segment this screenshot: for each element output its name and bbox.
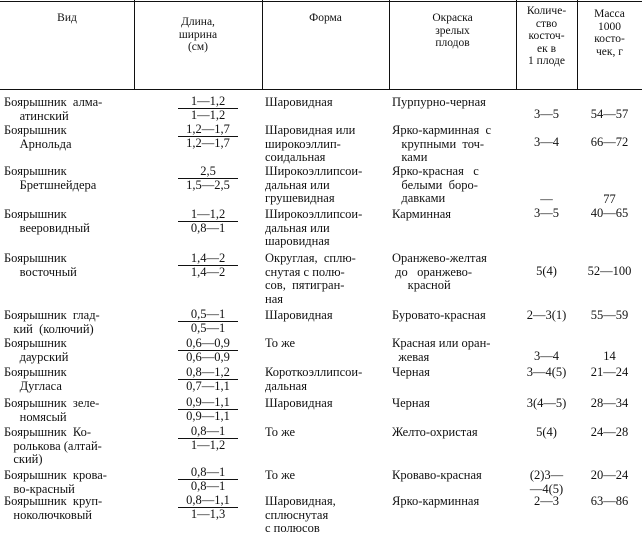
header-seed-count: Количе- ство косточ- ек в 1 плоде bbox=[526, 5, 567, 67]
seed-count: 3—4 bbox=[534, 135, 559, 149]
width: 1—1,3 bbox=[190, 507, 226, 521]
seed-mass: 55—59 bbox=[590, 308, 629, 322]
seed-mass: 21—24 bbox=[590, 365, 629, 379]
fruit-shape: Короткоэллипсои- дальная bbox=[265, 365, 363, 393]
length: 0,6—0,9 bbox=[178, 337, 238, 351]
size-fraction bbox=[160, 252, 256, 279]
size-fraction bbox=[160, 308, 256, 335]
header-shape: Форма bbox=[309, 12, 342, 24]
fruit-shape: То же bbox=[265, 425, 296, 439]
seed-count: 3—5 bbox=[534, 107, 559, 121]
species-name: Боярышник восточный bbox=[4, 251, 77, 279]
length: 1,4—2 bbox=[178, 252, 238, 266]
seed-mass: 63—86 bbox=[590, 494, 629, 508]
size-fraction bbox=[160, 366, 256, 393]
size-fraction bbox=[160, 466, 256, 493]
table-top-rule bbox=[0, 1, 642, 2]
width: 0,7—1,1 bbox=[186, 379, 230, 393]
seed-count: 2—3 bbox=[534, 494, 559, 508]
length: 2,5 bbox=[178, 165, 238, 179]
width: 0,8—1 bbox=[190, 479, 226, 493]
seed-count: — bbox=[540, 192, 553, 206]
header-seed-mass: Масса 1000 косто- чек, г bbox=[594, 8, 625, 58]
fruit-color: Желто-охристая bbox=[392, 425, 478, 439]
species-name: Боярышник Дугласа bbox=[4, 365, 67, 393]
seed-count: 5(4) bbox=[536, 425, 557, 439]
fruit-shape: Шаровидная или широкоэллип- соидальная bbox=[265, 123, 356, 164]
species-name: Боярышник зеле- номясый bbox=[4, 396, 100, 424]
fruit-color: Черная bbox=[392, 396, 430, 410]
header-species: Вид bbox=[57, 12, 77, 24]
header-size: Длина, ширина (см) bbox=[178, 16, 218, 53]
width: 1,5—2,5 bbox=[186, 178, 230, 192]
species-name: Боярышник даурский bbox=[4, 336, 69, 364]
fruit-shape: Шаровидная bbox=[265, 95, 333, 109]
length: 0,8—1,1 bbox=[178, 494, 238, 508]
fruit-color: Кроваво-красная bbox=[392, 468, 482, 482]
length: 1—1,2 bbox=[178, 208, 238, 222]
species-name: Боярышник Ко- ролькова (алтай- ский) bbox=[4, 425, 102, 466]
length: 0,9—1,1 bbox=[178, 396, 238, 410]
fruit-color: Ярко-карминная bbox=[392, 494, 480, 508]
seed-mass: 77 40—65 bbox=[590, 192, 629, 220]
fruit-color: Пурпурно-черная bbox=[392, 95, 486, 109]
length: 1,2—1,7 bbox=[178, 123, 238, 137]
species-name: Боярышник крова- во-красный bbox=[4, 468, 107, 496]
width: 1,4—2 bbox=[190, 265, 226, 279]
header-fruit-color: Окраска зрелых плодов bbox=[432, 12, 473, 49]
seed-mass: 24—28 bbox=[590, 425, 629, 439]
seed-mass: 20—24 bbox=[590, 468, 629, 482]
size-fraction bbox=[160, 208, 256, 235]
species-name: Боярышник Бретшнейдера bbox=[4, 164, 97, 192]
fruit-color: Ярко-карминная с крупными точ- ками bbox=[392, 123, 492, 164]
size-fraction bbox=[160, 123, 256, 150]
seed-mass: 28—34 bbox=[590, 396, 629, 410]
fruit-shape: Шаровидная, сплюснутая с полюсов bbox=[265, 494, 336, 535]
seed-count: 3—5 bbox=[534, 206, 559, 220]
fruit-shape: Широкоэллипсои- дальная или грушевидная bbox=[265, 164, 363, 205]
fruit-color: Красная или оран- жевая bbox=[392, 336, 491, 364]
width: 1,2—1,7 bbox=[186, 136, 230, 150]
fruit-shape: Широкоэллипсои- дальная или шаровидная bbox=[265, 207, 363, 248]
width: 1—1,2 bbox=[190, 438, 226, 452]
seed-count: 5(4) bbox=[536, 264, 557, 278]
seed-mass: 66—72 bbox=[590, 135, 629, 149]
fruit-color: Карминная bbox=[392, 207, 452, 221]
width: 0,6—0,9 bbox=[186, 350, 230, 364]
fruit-color: Оранжево-желтая до оранжево- красной bbox=[392, 251, 487, 292]
seed-count: 3—4 bbox=[534, 349, 559, 363]
length: 0,8—1 bbox=[178, 425, 238, 439]
fruit-color: Черная bbox=[392, 365, 430, 379]
fruit-shape: Шаровидная bbox=[265, 308, 333, 322]
fruit-shape: То же bbox=[265, 336, 296, 350]
width: 0,8—1 bbox=[190, 221, 226, 235]
size-fraction bbox=[160, 425, 256, 452]
fruit-color: Ярко-красная с белыми боро- давками bbox=[392, 164, 479, 205]
species-name: Боярышник алма- атинский bbox=[4, 95, 103, 123]
fruit-shape: Округлая, сплю- снутая с полю- сов, пятигран- ная bbox=[265, 251, 356, 306]
length: 0,5—1 bbox=[178, 308, 238, 322]
seed-count: 3—4(5) bbox=[526, 365, 567, 379]
header-bottom-rule bbox=[0, 89, 642, 90]
seed-mass: 54—57 bbox=[590, 107, 629, 121]
species-name: Боярышник Арнольда bbox=[4, 123, 72, 151]
size-fraction bbox=[160, 165, 256, 192]
species-name: Боярышник глад- кий (колючий) bbox=[4, 308, 100, 336]
size-fraction bbox=[160, 494, 256, 521]
fruit-color: Буровато-красная bbox=[392, 308, 486, 322]
width: 1—1,2 bbox=[190, 108, 226, 122]
seed-count: 2—3(1) bbox=[526, 308, 567, 322]
seed-count: (2)3— —4(5) bbox=[529, 468, 564, 496]
size-fraction bbox=[160, 396, 256, 423]
species-name: Боярышник вееровидный bbox=[4, 207, 90, 235]
size-fraction bbox=[160, 95, 256, 122]
length: 1—1,2 bbox=[178, 95, 238, 109]
seed-mass: 14 bbox=[603, 349, 616, 363]
width: 0,9—1,1 bbox=[186, 409, 230, 423]
length: 0,8—1,2 bbox=[178, 366, 238, 380]
species-name: Боярышник круп- ноколючковый bbox=[4, 494, 103, 522]
fruit-shape: То же bbox=[265, 468, 296, 482]
seed-mass: 52—100 bbox=[587, 264, 632, 278]
size-fraction bbox=[160, 337, 256, 364]
width: 0,5—1 bbox=[190, 321, 226, 335]
seed-count: 3(4—5) bbox=[526, 396, 567, 410]
length: 0,8—1 bbox=[178, 466, 238, 480]
fruit-shape: Шаровидная bbox=[265, 396, 333, 410]
